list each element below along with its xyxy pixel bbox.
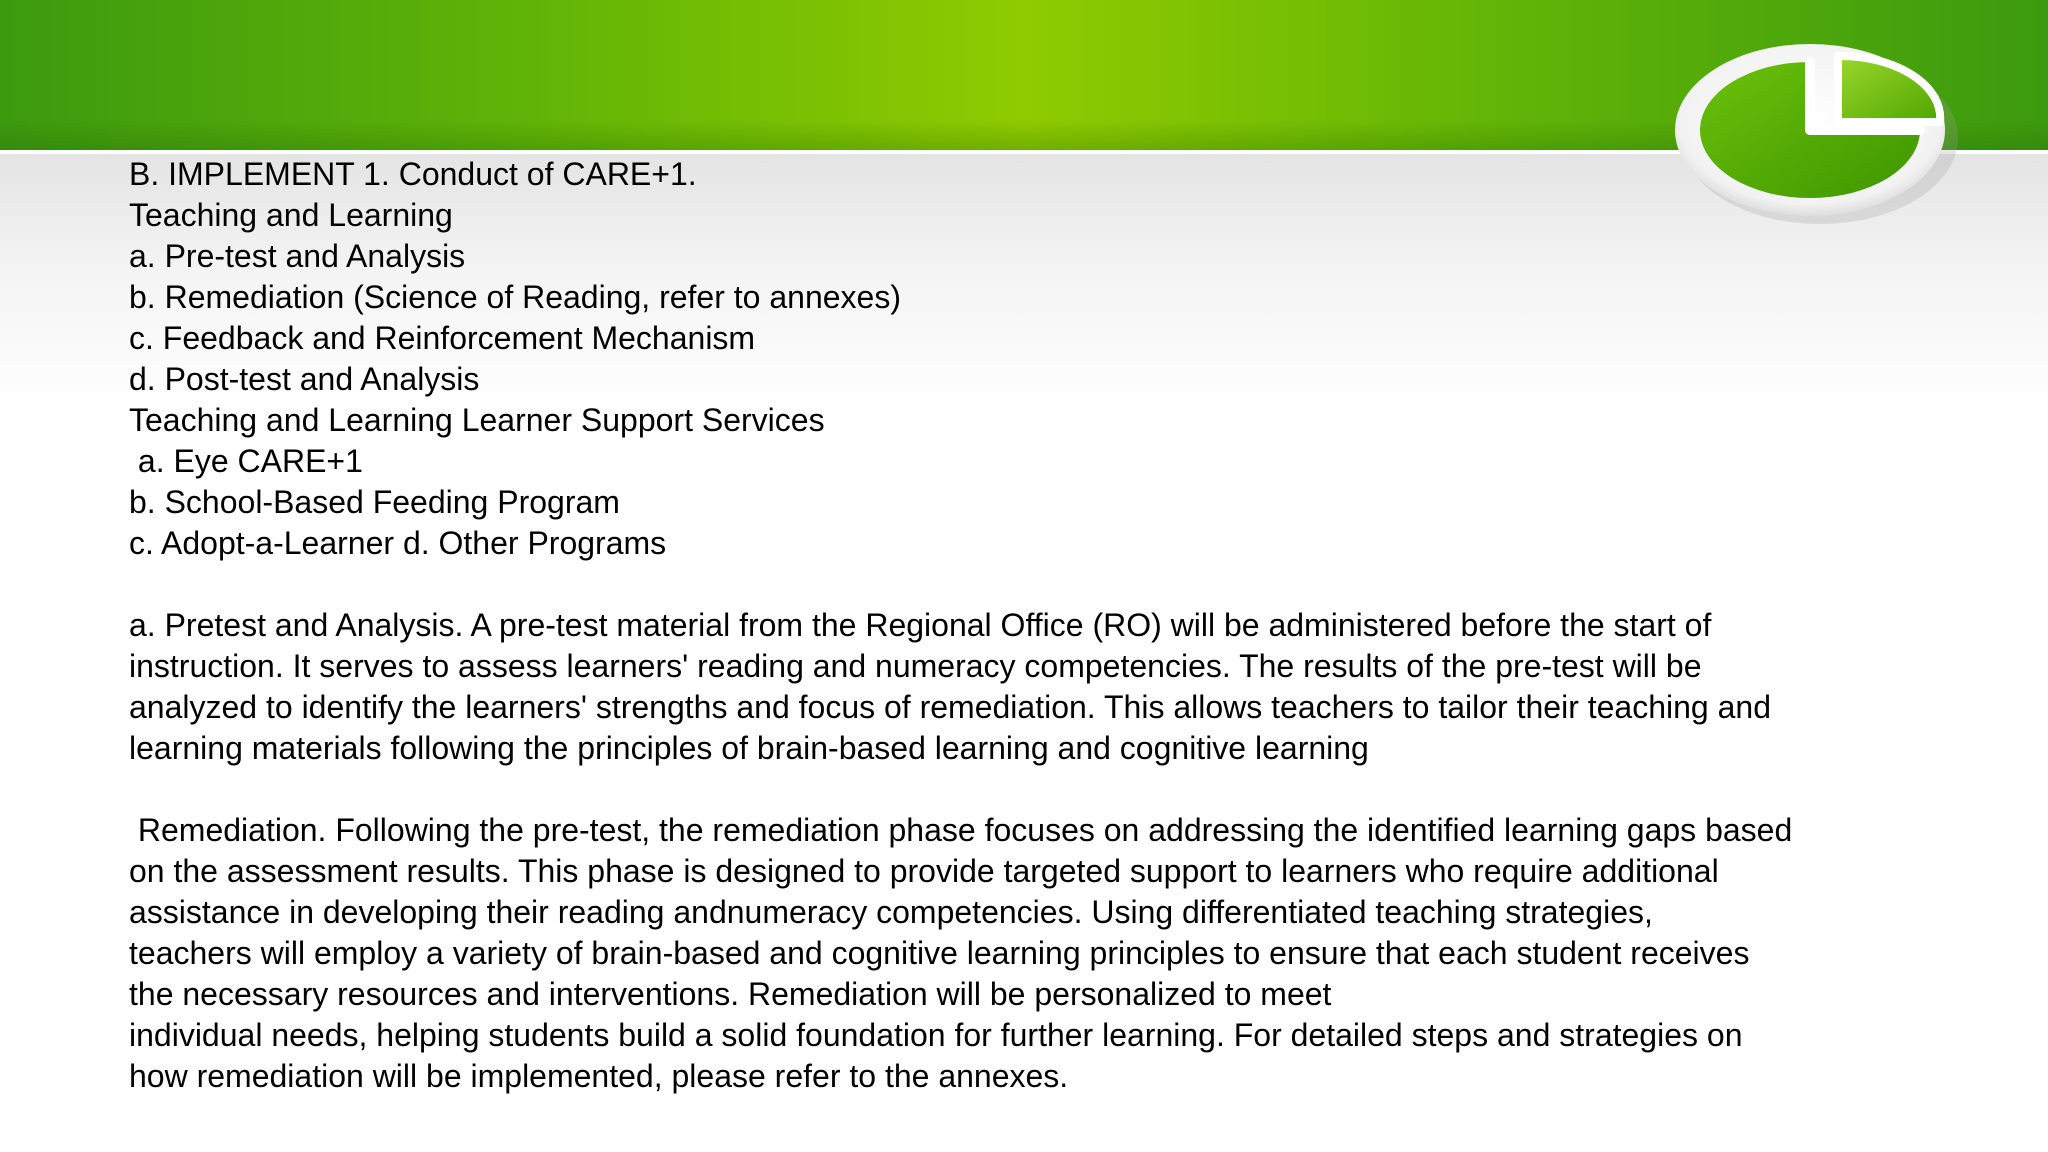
paragraph-line: a. Pretest and Analysis. A pre-test material from the Regional Office (RO) will be administered before the start of — [129, 607, 1712, 643]
paragraph-line: learning materials following the principles of brain-based learning and cognitive learning — [129, 730, 1369, 766]
heading-line: c. Adopt-a-Learner d. Other Programs — [129, 525, 667, 561]
heading-line: Teaching and Learning Learner Support Services — [129, 402, 825, 438]
heading-line: b. Remediation (Science of Reading, refer to annexes) — [129, 279, 901, 315]
heading-line: c. Feedback and Reinforcement Mechanism — [129, 320, 756, 356]
paragraph-line: teachers will employ a variety of brain-based and cognitive learning principles to ensure that each student receives — [129, 935, 1750, 971]
paragraph-line: the necessary resources and interventions. Remediation will be personalized to meet — [129, 976, 1332, 1012]
paragraph-line: Remediation. Following the pre-test, the remediation phase focuses on addressing the identified learning gaps based — [129, 812, 1793, 848]
slide-content — [129, 154, 1969, 1097]
paragraph-line: assistance in developing their reading andnumeracy competencies. Using differentiated teaching strategies, — [129, 894, 1653, 930]
paragraph-line: how remediation will be implemented, please refer to the annexes. — [129, 1058, 1069, 1094]
heading-line: d. Post-test and Analysis — [129, 361, 480, 397]
heading-list — [129, 154, 1969, 564]
heading-line: Teaching and Learning — [129, 197, 453, 233]
remediation-paragraph — [129, 810, 1929, 1097]
paragraph-line: analyzed to identify the learners' strengths and focus of remediation. This allows teachers to tailor their teaching and — [129, 689, 1771, 725]
paragraph-line: on the assessment results. This phase is designed to provide targeted support to learners who require additional — [129, 853, 1719, 889]
heading-line: B. IMPLEMENT 1. Conduct of CARE+1. — [129, 156, 697, 192]
heading-line: a. Eye CARE+1 — [129, 443, 363, 479]
paragraph-line: individual needs, helping students build a solid foundation for further learning. For detailed steps and strategies on — [129, 1017, 1743, 1053]
heading-line: a. Pre-test and Analysis — [129, 238, 466, 274]
pretest-paragraph — [129, 605, 1929, 769]
paragraph-line: instruction. It serves to assess learners' reading and numeracy competencies. The results of the pre-test will be — [129, 648, 1702, 684]
heading-line: b. School-Based Feeding Program — [129, 484, 620, 520]
